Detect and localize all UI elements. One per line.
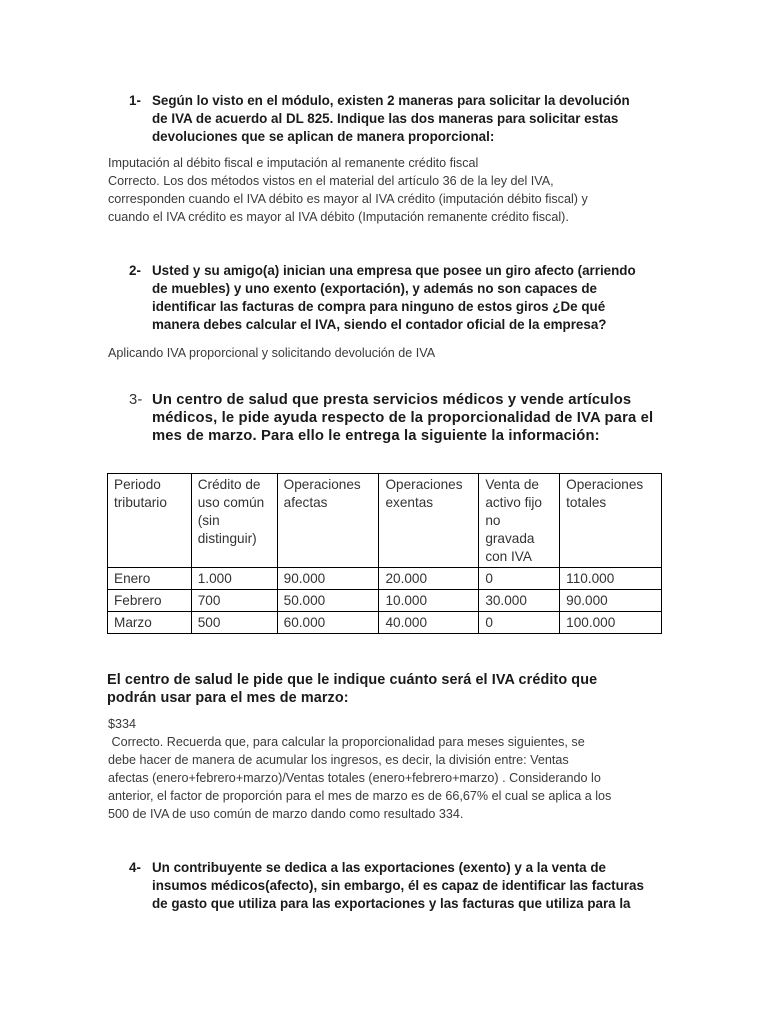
table-cell: 30.000: [479, 590, 560, 612]
header-text: activo fijo: [485, 495, 542, 510]
question-4-line: de gasto que utiliza para las exportaciones y las facturas que utiliza para la: [152, 896, 631, 911]
question-3-number: 3-: [129, 392, 143, 408]
table-cell: 90.000: [277, 568, 379, 590]
table-row: [108, 590, 662, 612]
question-3-followup-line: podrán usar para el mes de marzo:: [107, 690, 349, 706]
table-row: [108, 612, 662, 634]
header-cell-exentas: [379, 474, 479, 568]
answer-3-line: 500 de IVA de uso común de marzo dando como resultado 334.: [108, 807, 464, 821]
table-cell: 50.000: [277, 590, 379, 612]
table-cell: 110.000: [560, 568, 662, 590]
question-1-line: de IVA de acuerdo al DL 825. Indique las dos maneras para solicitar estas: [152, 111, 619, 126]
header-text: gravada: [485, 531, 535, 546]
table-cell: 60.000: [277, 612, 379, 634]
header-text: distinguir): [197, 531, 257, 546]
question-2-line: de muebles) y uno exento (exportación), y además no son capaces de: [152, 281, 597, 296]
table-cell: 40.000: [379, 612, 479, 634]
answer-3-value: $334: [108, 717, 137, 731]
question-1-line: devoluciones que se aplican de manera proporcional:: [152, 129, 495, 144]
table-cell: Marzo: [108, 612, 192, 634]
question-1-number: 1-: [129, 93, 141, 108]
header-text: Operaciones: [385, 477, 463, 492]
header-cell-afectas: [277, 474, 379, 568]
header-text: no: [485, 513, 501, 528]
answer-1-line: Correcto. Los dos métodos vistos en el material del artículo 36 de la ley del IVA,: [108, 174, 554, 188]
header-text: tributario: [114, 495, 167, 510]
header-text: con IVA: [485, 549, 532, 564]
header-cell-totales: [560, 474, 662, 568]
question-4-text: [152, 859, 644, 913]
question-3-line: mes de marzo. Para ello le entrega la siguiente la información:: [152, 428, 600, 444]
answer-3-line: Correcto. Recuerda que, para calcular la proporcionalidad para meses siguientes, se: [108, 735, 585, 749]
header-text: Operaciones: [566, 477, 644, 492]
question-4-line: Un contribuyente se dedica a las exportaciones (exento) y a la venta de: [152, 860, 606, 875]
header-text: Operaciones: [283, 477, 361, 492]
table-cell: 0: [479, 568, 560, 590]
table-cell: 20.000: [379, 568, 479, 590]
table-cell: 100.000: [560, 612, 662, 634]
question-1-text: [152, 92, 630, 146]
answer-3: [108, 715, 611, 823]
question-3-line: Un centro de salud que presta servicios médicos y vende artículos: [152, 392, 632, 408]
answer-1-line: Imputación al débito fiscal e imputación al remanente crédito fiscal: [108, 156, 479, 170]
header-text: (sin: [197, 513, 220, 528]
header-text: afectas: [283, 495, 328, 510]
answer-1-line: corresponden cuando el IVA débito es mayor al IVA crédito (imputación débito fiscal) y: [108, 192, 588, 206]
answer-3-line: debe hacer de manera de acumular los ingresos, es decir, la división entre: Ventas: [108, 753, 569, 767]
answer-3-line: afectas (enero+febrero+marzo)/Ventas totales (enero+febrero+marzo) . Considerando lo: [108, 771, 601, 785]
question-1-line: Según lo visto en el módulo, existen 2 maneras para solicitar la devolución: [152, 93, 630, 108]
table-header-row: [108, 474, 662, 568]
table-cell: 10.000: [379, 590, 479, 612]
table-cell: 500: [191, 612, 277, 634]
question-3-line: médicos, le pide ayuda respecto de la proporcionalidad de IVA para el: [152, 410, 654, 426]
header-text: Crédito de: [197, 477, 261, 492]
question-3-text: [152, 391, 653, 445]
answer-1: [108, 154, 588, 226]
question-4-line: insumos médicos(afecto), sin embargo, él es capaz de identificar las facturas: [152, 878, 644, 893]
answer-2-line: Aplicando IVA proporcional y solicitando devolución de IVA: [108, 346, 436, 360]
header-text: uso común: [197, 495, 265, 510]
header-cell-activo-fijo: [479, 474, 560, 568]
question-3-followup: [107, 671, 667, 707]
question-2-line: identificar las facturas de compra para ninguno de estos giros ¿De qué: [152, 299, 606, 314]
header-text: totales: [566, 495, 607, 510]
header-cell-periodo: [108, 474, 192, 568]
table-cell: Febrero: [108, 590, 192, 612]
answer-3-line: anterior, el factor de proporción para el mes de marzo es de 66,67% el cual se aplica a los: [108, 789, 612, 803]
header-text: Venta de: [485, 477, 539, 492]
question-3-followup-line: El centro de salud le pide que le indique cuánto será el IVA crédito que: [107, 672, 598, 688]
question-2-line: Usted y su amigo(a) inician una empresa que posee un giro afecto (arriendo: [152, 263, 636, 278]
table-row: [108, 568, 662, 590]
table-cell: 700: [191, 590, 277, 612]
header-cell-credito: [191, 474, 277, 568]
question-2-line: manera debes calcular el IVA, siendo el contador oficial de la empresa?: [152, 317, 607, 332]
answer-1-line: cuando el IVA crédito es mayor al IVA débito (Imputación remanente crédito fiscal).: [108, 210, 569, 224]
table-cell: 90.000: [560, 590, 662, 612]
iva-data-table: [107, 473, 662, 634]
table-cell: 1.000: [191, 568, 277, 590]
table-cell: Enero: [108, 568, 192, 590]
header-text: Periodo: [114, 477, 161, 492]
question-2-number: 2-: [129, 263, 141, 278]
question-2-text: [152, 262, 636, 334]
question-4-number: 4-: [129, 860, 141, 875]
table-cell: 0: [479, 612, 560, 634]
answer-2: [108, 344, 435, 362]
header-text: exentas: [385, 495, 434, 510]
